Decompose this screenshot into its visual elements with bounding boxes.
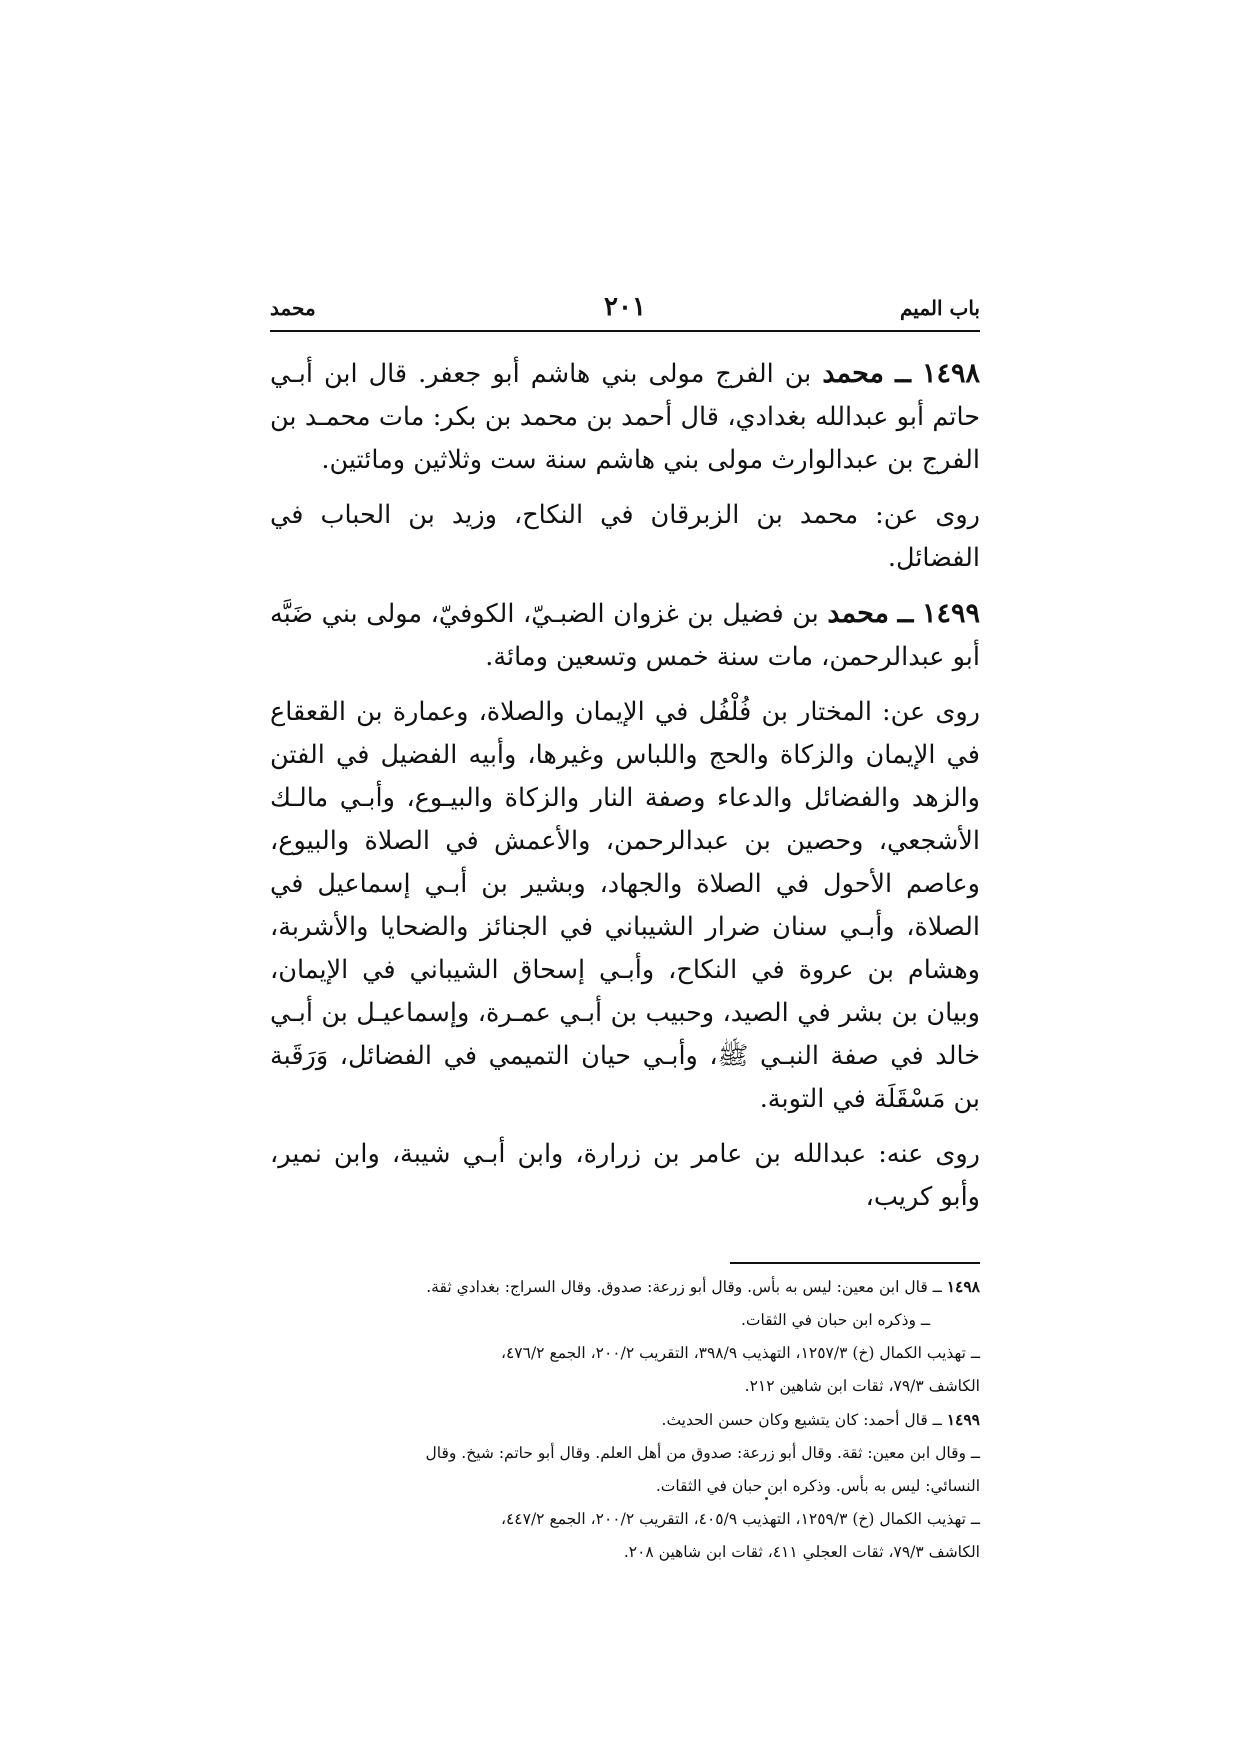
footnote-text: الكاشف ٧٩/٣، ثقات ابن شاهين ٢١٢. (744, 1377, 980, 1395)
page-speck (765, 1497, 768, 1500)
entry-number: ١٤٩٩ (922, 598, 981, 629)
entry-name: محمد (827, 598, 890, 629)
footnote-line (270, 1370, 980, 1403)
footnote-text: ــ وقال ابن معين: ثقة. وقال أبو زرعة: صدوق من أهل العلم. وقال أبو حاتم: شيخ. وقال (425, 1444, 980, 1462)
entry-dash: ــ (895, 358, 911, 389)
footnote-line (270, 1304, 980, 1337)
footnote-number: ١٤٩٩ (946, 1410, 980, 1429)
chapter-title: باب الميم (899, 296, 980, 320)
footnote-line (270, 1503, 980, 1536)
footnote-line (270, 1270, 980, 1304)
footnote-line (270, 1337, 980, 1370)
entry-1498-bio (270, 352, 980, 482)
entry-1499-narrated-by: روى عنه: عبدالله بن عامر بن زرارة، وابن أبـي شيبة، وابن نمير، وأبو كريب، (270, 1139, 980, 1212)
footnote-text: ــ وذكره ابن حبان في الثقات. (740, 1311, 930, 1329)
footnote-separator (730, 1262, 980, 1264)
footnote-line (270, 1437, 980, 1470)
page-number: ٢٠١ (604, 292, 646, 322)
entry-bio: بن الفرج مولى بني هاشم أبو جعفر. قال ابن أبـي حاتم أبو عبدالله بغدادي، قال أحمد بن محمد بن بكر: مات محمـد بن الفرج بن عبدالوارث مولى بني هاشم سنة ست وثلاثين ومائتين. (270, 359, 980, 475)
running-header (270, 290, 980, 332)
main-text (270, 352, 980, 1219)
entry-number: ١٤٩٨ (921, 358, 980, 389)
footnotes (270, 1262, 980, 1569)
footnote-text: الكاشف ٧٩/٣، ثقات العجلي ٤١١، ثقات ابن شاهين ٢٠٨. (623, 1543, 980, 1561)
entry-dash: ــ (897, 598, 914, 629)
entry-1498-narrated-from: روى عن: محمد بن الزبرقان في النكاح، وزيد بن الحباب في الفضائل. (270, 500, 980, 573)
footnote-text: ــ تهذيب الكمال (خ) ١٢٥٩/٣، التهذيب ٤٠٥/٩، التقريب ٢٠٠/٢، الجمع ٤٤٧/٢، (500, 1510, 980, 1528)
footnote-line (270, 1403, 980, 1437)
entry-1499-bio (270, 592, 980, 679)
entry-name: محمد (822, 358, 885, 389)
running-title: محمد (270, 296, 316, 320)
footnote-text: ــ قال ابن معين: ليس به بأس. وقال أبو زرعة: صدوق. وقال السراج: بغدادي ثقة. (426, 1278, 942, 1296)
footnote-text: النسائي: ليس به بأس. وذكره ابن حبان في الثقات. (655, 1477, 980, 1495)
footnote-text: ــ تهذيب الكمال (خ) ١٢٥٧/٣، التهذيب ٣٩٨/٩، التقريب ٢٠٠/٢، الجمع ٤٧٦/٢، (500, 1344, 980, 1362)
footnote-number: ١٤٩٨ (946, 1277, 980, 1296)
footnote-text: ــ قال أحمد: كان يتشيع وكان حسن الحديث. (661, 1411, 942, 1429)
footnote-line (270, 1536, 980, 1569)
entry-1499-narrated-from: روى عن: المختار بن فُلْفُل في الإيمان والصلاة، وعمارة بن القعقاع في الإيمان والزكاة والحج واللباس وغيرها، وأبيه الفضيل في الفتن والزهد والفضائل والدعاء وصفة النار والزكاة والبيـوع، وأبـي مالـك الأشجعي، وحصين بن عبدالرحمن، والأعمش في الصلاة والبيوع، وعاصم الأحول في الصلاة والجهاد، وبشير بن أبـي إسماعيل في الصلاة، وأبـي سنان ضرار الشيباني في الجنائز والضحايا والأشربة، وهشام بن عروة في النكاح، وأبـي إسحاق الشيباني في الإيمان، وبيان بن بشر في الصيد، وحبيب بن أبـي عمـرة، وإسماعيـل بن أبـي خالد في صفة النبـي ﷺ، وأبـي حيان التميمي في الفضائل، وَرَقَبة بن مَسْقَلَة في التوبة. (270, 697, 980, 1114)
footnote-line (270, 1470, 980, 1503)
page (270, 290, 981, 1561)
entry-bio: بن فضيل بن غزوان الضبـيّ، الكوفيّ، مولى بني ضَبَّه أبو عبدالرحمن، مات سنة خمس وتسعين ومائة. (270, 599, 980, 672)
